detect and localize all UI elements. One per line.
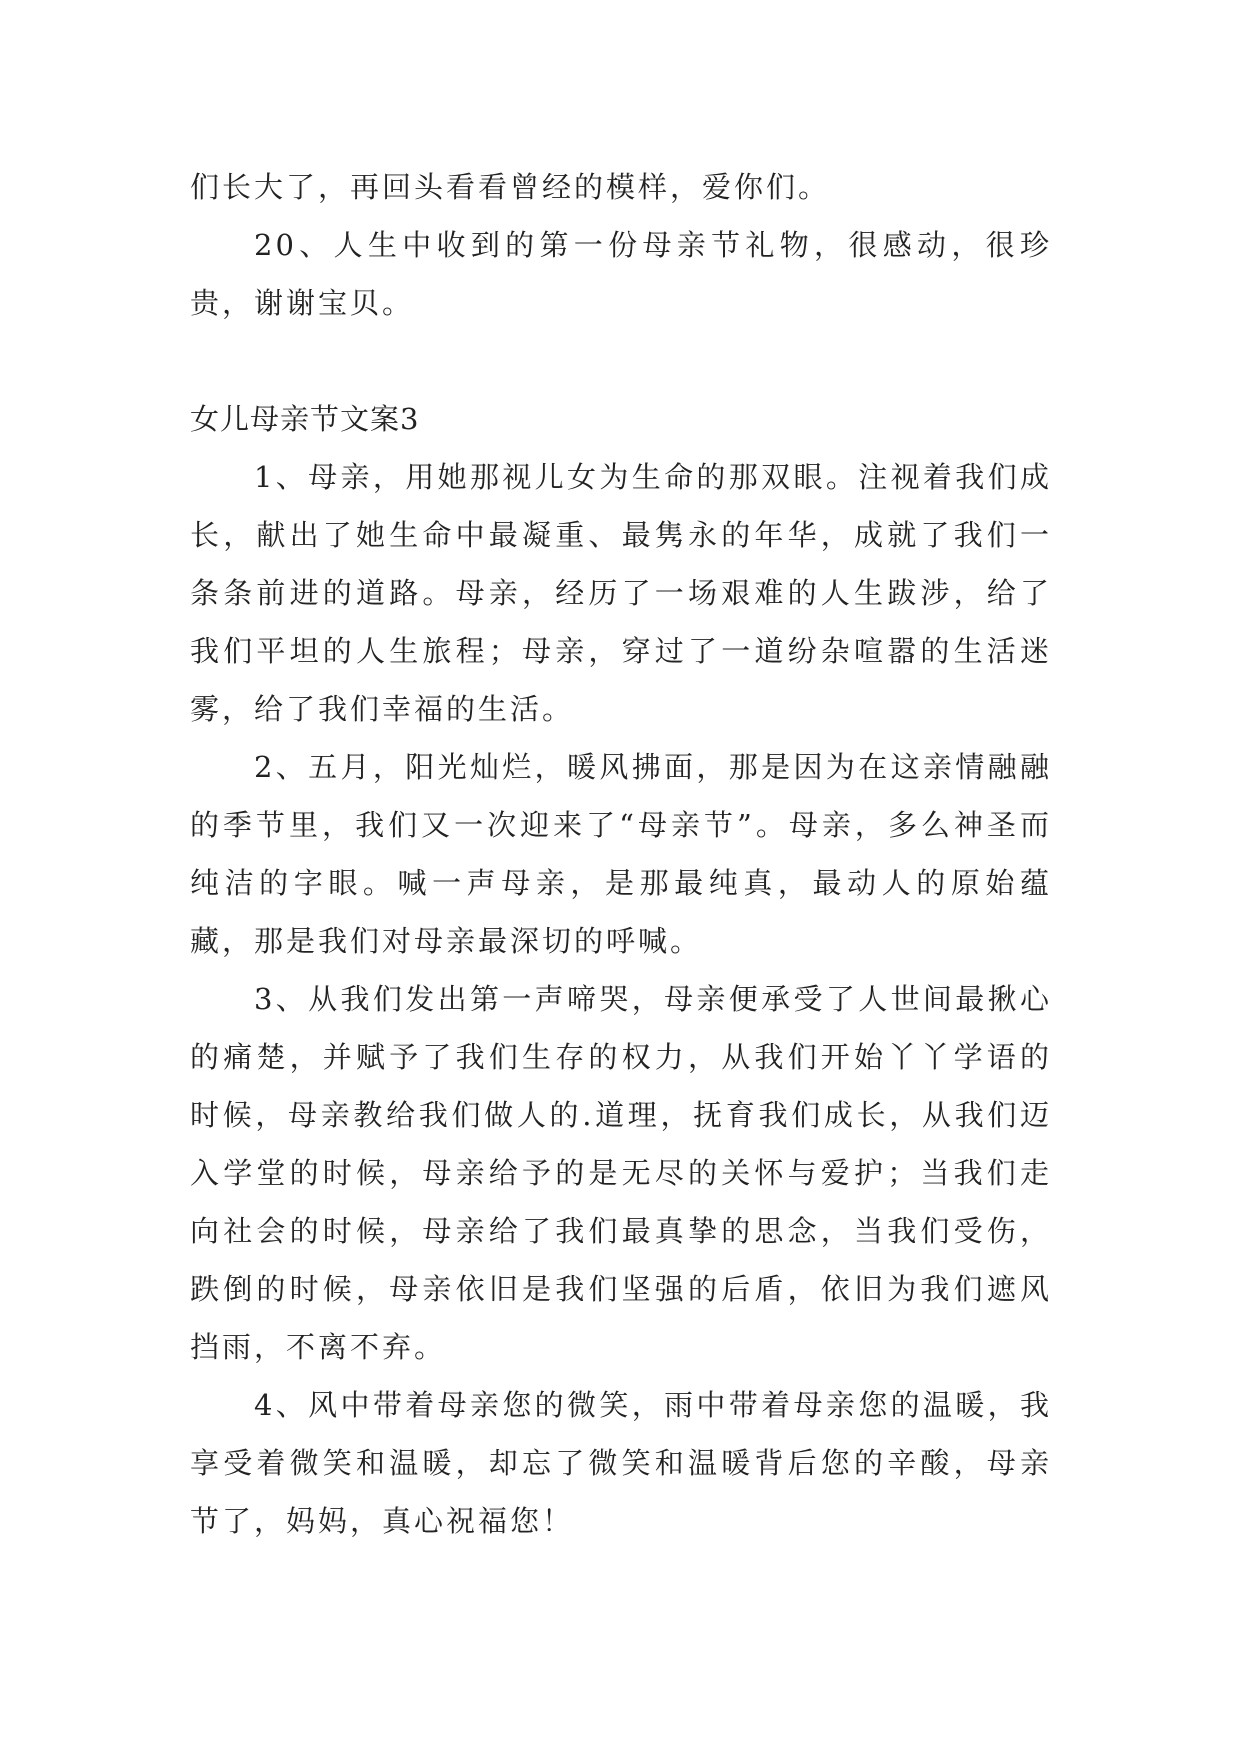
paragraph-item-20: 20、人生中收到的第一份母亲节礼物，很感动，很珍贵，谢谢宝贝。 [190, 228, 1052, 320]
section-spacer [190, 332, 1052, 390]
paragraph-item-3: 3、从我们发出第一声啼哭，母亲便承受了人世间最揪心的痛楚，并赋予了我们生存的权力，从我们开始丫丫学语的时候，母亲教给我们做人的.道理，抚育我们成长，从我们迈入学堂的时候，母亲给予的是无尽的关怀与爱护；当我们走向社会的时候，母亲给了我们最真挚的思念，当我们受伤，跌倒的时候，母亲依旧是我们坚强的后盾，依旧为我们遮风挡雨，不离不弃。 [190, 982, 1052, 1364]
paragraph-item-1: 1、母亲，用她那视儿女为生命的那双眼。注视着我们成长，献出了她生命中最凝重、最隽永的年华，成就了我们一条条前进的道路。母亲，经历了一场艰难的人生跋涉，给了我们平坦的人生旅程；母亲，穿过了一道纷杂喧嚣的生活迷雾，给了我们幸福的生活。 [190, 460, 1052, 726]
paragraph-continuation: 们长大了，再回头看看曾经的模样，爱你们。 [190, 170, 831, 204]
section-heading: 女儿母亲节文案3 [190, 402, 420, 436]
paragraph-item-4: 4、风中带着母亲您的微笑，雨中带着母亲您的温暖，我享受着微笑和温暖，却忘了微笑和温暖背后您的辛酸，母亲节了，妈妈，真心祝福您！ [190, 1388, 1052, 1538]
paragraph-item-2: 2、五月，阳光灿烂，暖风拂面，那是因为在这亲情融融的季节里，我们又一次迎来了“母亲节”。母亲，多么神圣而纯洁的字眼。喊一声母亲，是那最纯真，最动人的原始蕴藏，那是我们对母亲最深切的呼喊。 [190, 750, 1052, 958]
document-body [190, 158, 1052, 1550]
